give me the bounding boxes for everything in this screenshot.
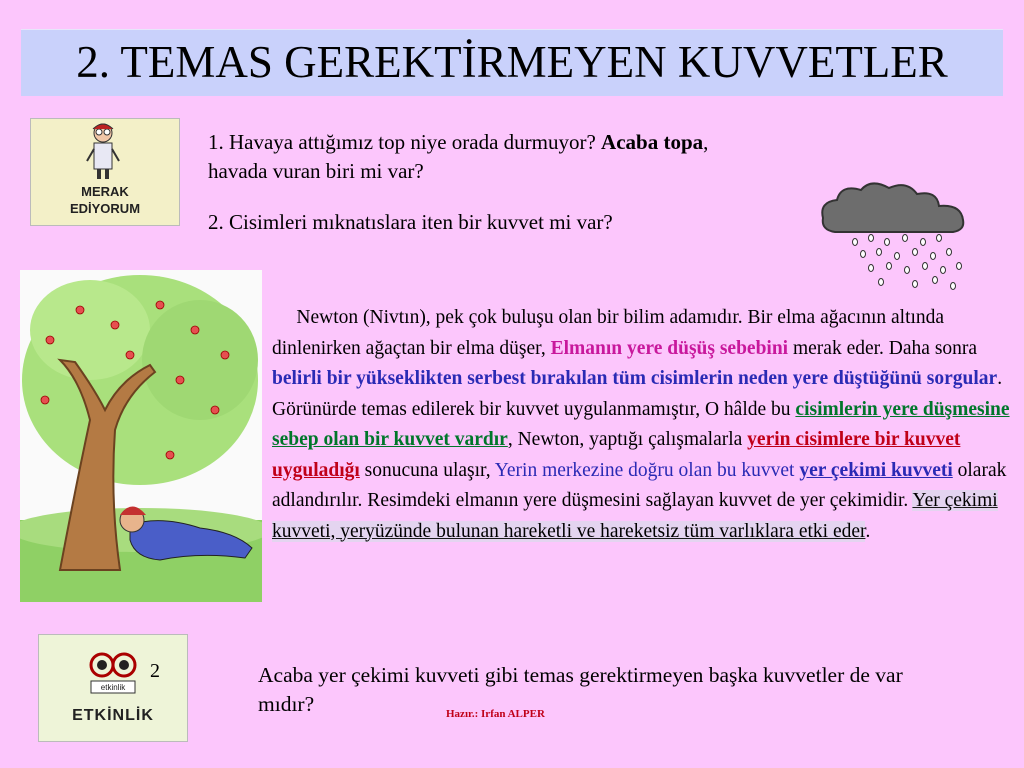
merak-ediyorum-badge (30, 118, 180, 226)
para-highlight-1: Elmanın yere düşüş sebebini (550, 337, 789, 359)
title-bar (21, 29, 1003, 96)
etkinlik-label: ETKİNLİK (72, 707, 154, 724)
page-title: 2. TEMAS GEREKTİRMEYEN KUVVETLER (76, 37, 948, 87)
etkinlik-logo-icon (39, 635, 187, 705)
etkinlik-small-text: etkinlik (100, 683, 126, 692)
para-text-2: merak eder. Daha sonra (788, 337, 978, 359)
para-highlight-5: yer çekimi kuvveti (799, 459, 953, 481)
para-highlight-4: yerin cisimlere bir kuvvet uyguladığı (272, 429, 961, 481)
bottom-question: Acaba yer çekimi kuvveti gibi temas gerektirmeyen başka kuvvetler de var mıdır? (258, 663, 903, 716)
merak-label-line1: MERAK (81, 184, 129, 199)
merak-label-line2: EDİYORUM (69, 201, 141, 216)
question-2: 2. Cisimleri mıknatıslara iten bir kuvvet mi var? (208, 210, 613, 234)
para-text-4: , Newton, yaptığı çalışmalarla (507, 429, 748, 450)
para-intro: Newton (Nivtın), pek çok buluşu olan bir bilim adamıdır. Bir elma ağacının altında dinlenirken ağaçtan bir elma düşer, (272, 307, 945, 359)
question-1-comma: , (703, 130, 709, 154)
para-text-5: sonucuna ulaşır, (359, 459, 495, 481)
para-highlight-2: belirli bir yükseklikten serbest bırakılan tüm cisimlerin neden yere düştüğünü sorgular (272, 368, 998, 389)
para-highlight-3: cisimlerin yere düşmesine sebep olan bir kuvvet vardır (272, 398, 1010, 450)
para-end: . (865, 520, 871, 542)
question-1 (208, 128, 898, 186)
para-highlight-6: Yer çekimi kuvveti, yeryüzünde bulunan hareketli ve hareketsiz tüm varlıklara etki eder (272, 490, 998, 542)
question-1-line2: havada vuran biri mi var? (208, 159, 424, 183)
para-text-7: olarak adlandırılır. Resimdeki elmanın yere düşmesini sağlayan kuvvet de yer çekimidir. (272, 459, 1007, 511)
para-text-6: Yerin merkezine doğru olan bu kuvvet (494, 459, 800, 481)
newton-paragraph (272, 303, 1022, 547)
author-credit: Hazır.: Irfan ALPER (446, 708, 545, 720)
etkinlik-number: 2 (150, 660, 160, 682)
etkinlik-badge (38, 634, 188, 742)
question-1-bold: Acaba topa (601, 130, 704, 154)
rain-cloud-icon (815, 180, 975, 295)
question-1-text: 1. Havaya attığımız top niye orada durmuyor? (208, 130, 602, 154)
curious-scientist-icon (31, 119, 179, 185)
para-text-3: . Görünürde temas edilerek bir kuvvet uygulanmamıştır, O hâlde bu (272, 368, 1003, 420)
newton-apple-tree-illustration (20, 270, 262, 602)
